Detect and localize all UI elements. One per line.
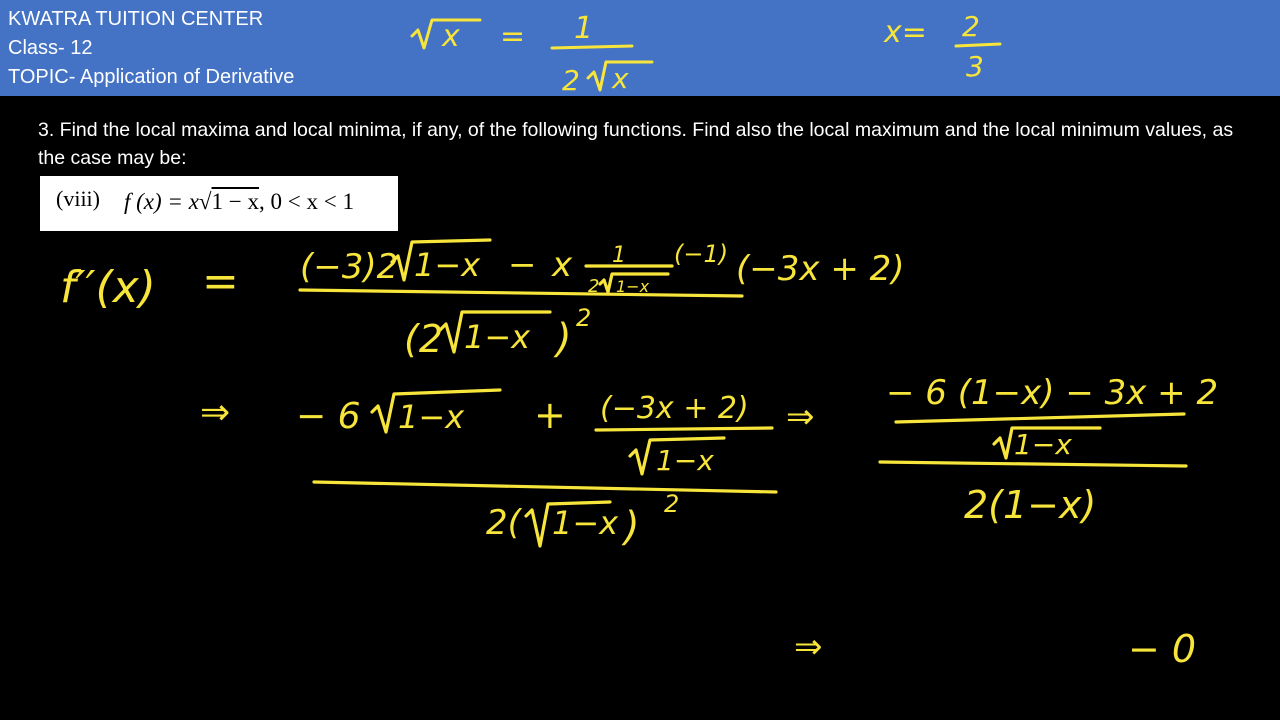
step4-tail: − 0 [1128,627,1197,671]
item-number: (viii) [56,186,100,211]
step1-num-part1: (−3)2 [300,247,399,287]
step3-denominator: 2(1−x) [964,483,1097,527]
step2-term1-radicand: 1−x [398,398,465,436]
step2-inner-radical [630,438,724,474]
second-derivative-lhs: f′′(x) [60,262,156,313]
header-equals: = [500,19,526,54]
step3-inner-bar [896,414,1184,422]
step1-den-radicand: 1−x [464,318,531,356]
function-box [40,176,398,231]
step4-implies: ⇒ [794,627,823,667]
step3-numerator: − 6 (1−x) − 3x + 2 [886,373,1219,413]
step1-den-radical [440,312,550,352]
radical-sign: √ [198,189,212,214]
center-name: KWATRA TUITION CENTER [8,8,264,30]
step2-inner-frac-bar [596,428,772,430]
header-x-num: 2 [962,10,980,43]
step2-den-coef: 2( [486,503,521,543]
function-lhs: f (x) = x [124,189,199,214]
step2-frac-num: (−3x + 2) [600,391,749,426]
step3-main-bar [880,462,1186,466]
function-expression [124,189,354,215]
step1-small-radical [600,274,668,292]
step3-inner-radical [994,428,1100,458]
step2-implies-2: ⇒ [786,397,815,437]
question-text: 3. Find the local maxima and local minima, if any, of the following functions. Find also the local maximum and the local minimum values, as the case may be: [38,119,1234,169]
step1-den-power: 2 [576,304,592,332]
step1-small-frac-num: 1 [612,243,626,268]
step2-radical-1 [372,390,500,432]
class-label: Class- 12 [8,37,93,59]
function-radicand: 1 − x [211,189,260,214]
header-sqrt-arg: x [442,19,460,54]
step1-den-coef: (2 [404,317,444,361]
step1-fraction-bar [300,290,742,296]
step1-radical-1 [392,240,490,280]
step2-den-close: ) [624,504,640,550]
header-frac-den-arg: x [612,62,629,95]
step2-main-frac-bar [314,482,776,492]
step2-plus: + [534,393,566,437]
step1-num-part2: (−3x + 2) [736,249,905,289]
step2-den-radical [526,502,610,546]
step2-den-power: 2 [664,490,680,518]
step2-term1: − 6 [296,396,361,437]
step2-implies: ⇒ [200,392,231,433]
step1-den-close: ) [556,316,572,362]
step3-inner-den-radicand: 1−x [1014,428,1072,461]
step1-small-frac-den: 2 [588,276,600,297]
topic-label: TOPIC- Application of Derivative [8,66,295,88]
step1-num-minus: − [508,245,537,285]
header-x-den: 3 [966,50,984,83]
step2-den-radicand: 1−x [552,504,619,542]
step1-num-radicand1: 1−x [414,246,481,284]
header-frac-num: 1 [574,11,594,46]
step1-neg-one: (−1) [674,240,729,268]
header-bar [0,0,1280,96]
step2-frac-den-radicand: 1−x [656,444,714,477]
step1-num-x: x [552,245,573,285]
step1-equals: = [202,256,239,307]
step1-small-frac-radicand: 1−x [616,277,650,296]
header-frac-den-coef: 2 [562,64,580,96]
function-domain: , 0 < x < 1 [259,189,354,214]
header-x-eq: x= [884,15,927,50]
